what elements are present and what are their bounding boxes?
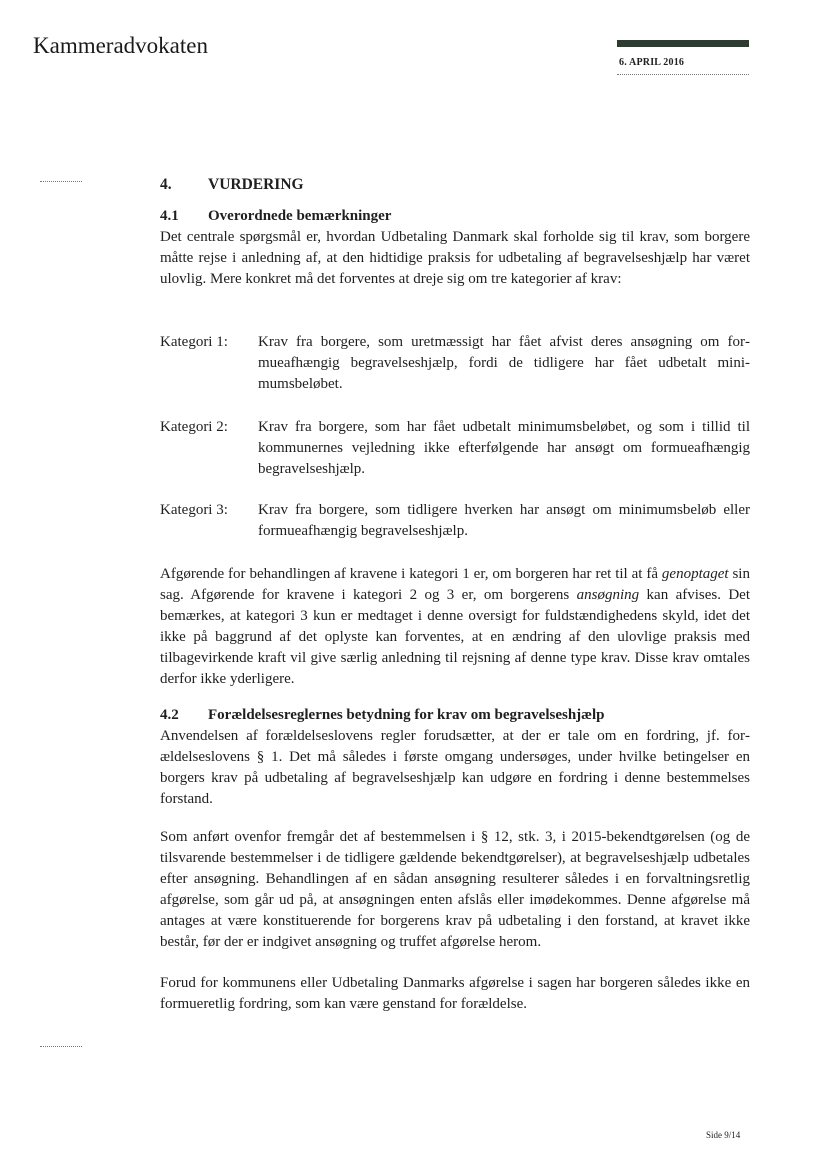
document-date: 6. APRIL 2016 — [619, 57, 685, 68]
section-4-number: 4. — [160, 176, 172, 193]
assessment-part-1: Afgørende for behandlingen af kravene i kategori 1 er, om borgeren har ret til at få — [160, 566, 662, 582]
assessment-emphasis-ansoegning: ansøgning — [576, 587, 640, 603]
category-1 — [160, 332, 750, 395]
category-1-label: Kategori 1: — [160, 334, 228, 350]
category-2 — [160, 417, 750, 480]
assessment-part-2: sin sag. Afgørende for kravene i kategori 2 og 3 er, om borgerens — [160, 566, 750, 603]
section-4-heading — [160, 176, 304, 194]
firm-name: Kammeradvokaten — [33, 33, 208, 58]
category-2-text: Krav fra borgere, som har fået udbetalt minimumsbeløbet, og som i tillid til kommunernes vejledning ikke efterfølgende har ansøgt om formueafhængig begravelseshjælp. — [258, 419, 750, 477]
section-4-2-paragraph-1: Anvendelsen af forældelseslovens regler forudsætter, at der er tale om en fordring, jf. forældelseslovens § 1. Det må således i første omgang undersøges, under hvilke betingelser en borgers krav på udbetaling af begravelseshjælp kan udgøre en fordring i denne bestemmelses forstand. — [160, 728, 750, 807]
category-3 — [160, 500, 750, 542]
assessment-emphasis-genoptaget: genoptaget — [661, 566, 729, 582]
margin-mark-bottom — [40, 1046, 82, 1047]
section-4-2-paragraph-2: Som anført ovenfor fremgår det af bestemmelsen i § 12, stk. 3, i 2015-bekendtgørelsen (og de tilsvarende bestemmelser i de tidligere gældende bekendtgørelser), at begravelseshjælp udbetales efter ansøgning. Behandlingen af en sådan ansøgning resulterer således i en forvaltningsretlig afgørelse, som går ud på, at ansøgningen enten afslås eller imødekommes. Denne afgørelse må antages at være konstituerende for borgerens krav på udbetaling i den forstand, at kravet ikke består, før der er indgivet ansøgning og truffet afgørelse herom. — [160, 829, 750, 950]
section-4-1-title: Overordnede bemærkninger — [208, 208, 392, 224]
section-4-1-assessment — [160, 564, 750, 690]
section-4-2-heading — [160, 707, 605, 724]
section-4-2-paragraph-3: Forud for kommunens eller Udbetaling Danmarks afgørelse i sagen har borgeren således ikke en formueretlig fordring, som kan være genstand for forældelse. — [160, 975, 750, 1012]
header-rule — [617, 74, 749, 75]
category-3-text: Krav fra borgere, som tidligere hverken har ansøgt om minimumsbeløb eller formueafhængig begravelseshjælp. — [258, 502, 750, 539]
header-bar — [617, 40, 749, 47]
section-4-1-intro: Det centrale spørgsmål er, hvordan Udbetaling Danmark skal forholde sig til krav, som borgere måtte rejse i anledning af, at den hidtidige praksis for udbetaling af begravelseshjælp har været ulovlig. Mere konkret må det forventes at dreje sig om tre kategorier af krav: — [160, 229, 750, 287]
section-4-title: VURDERING — [208, 176, 304, 193]
section-4-1-number: 4.1 — [160, 208, 179, 224]
page-number: Side 9/14 — [706, 1130, 741, 1140]
section-4-1-heading — [160, 208, 391, 225]
section-4-2-number: 4.2 — [160, 707, 179, 723]
assessment-part-3: kan afvises. Det bemærkes, at kategori 3 kun er medtaget i denne oversigt for fuldstændighedens skyld, idet det ikke på baggrund af det oplyste kan forventes, at en ændring af den ulovlige praksis med tilbagevirkende kraft vil give særlig anledning til rejsning af denne type krav. Disse krav omtales derfor ikke yderligere. — [160, 587, 751, 687]
category-2-label: Kategori 2: — [160, 419, 228, 435]
category-3-label: Kategori 3: — [160, 502, 228, 518]
category-1-text: Krav fra borgere, som uretmæssigt har fået afvist deres ansøgning om formueafhængig begravelseshjælp, fordi de tidligere har fået udbetalt minimumsbeløbet. — [258, 334, 750, 392]
section-4-2-title: Forældelsesreglernes betydning for krav om begravelseshjælp — [208, 707, 605, 723]
margin-mark-top — [40, 181, 82, 182]
